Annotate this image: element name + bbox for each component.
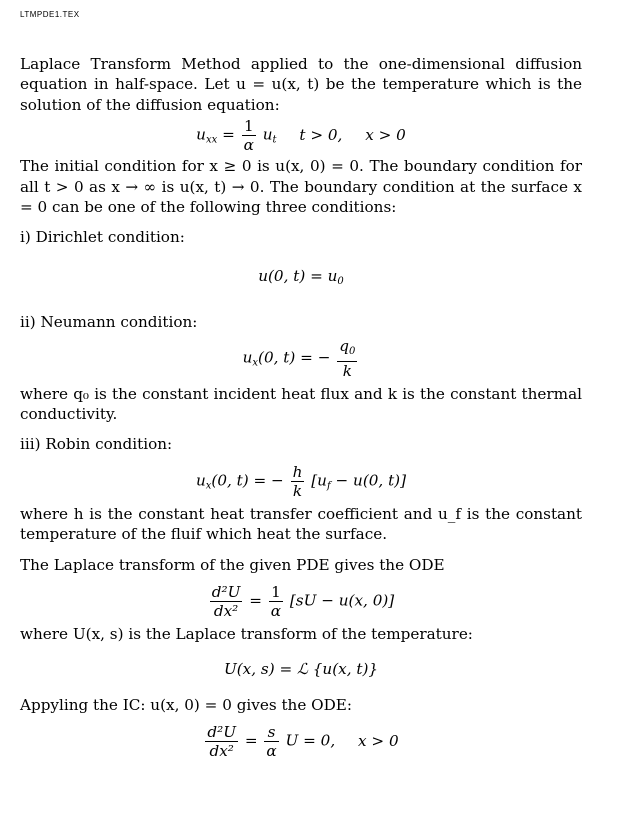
ode2-derivative: $\frac{\text{d²U}}{\text{dx²}}$ (207, 723, 237, 761)
neumann-where: where q₀ is the constant incident heat flux and k is the constant thermal conductivity. (20, 384, 582, 424)
document-body (20, 54, 582, 760)
intro-paragraph: Laplace Transform Method applied to the one-dimensional diffusion equation in half-space. Let u = u(x, t) be the temperature which is the solution of the diffusion equation: (20, 55, 582, 114)
dirichlet-heading: i) Dirichlet condition: (20, 228, 185, 247)
robin-where: where h is the constant heat transfer coefficient and u_f is the constant temperature of the fluif which heat the surface. (20, 504, 582, 544)
where-U-paragraph: where U(x, s) is the Laplace transform of the temperature: (20, 625, 473, 644)
diffusion-fraction: $\frac{1}{\alpha}$ (243, 117, 254, 155)
ode1-derivative: $\frac{\text{d²U}}{\text{dx²}}$ (211, 583, 241, 621)
robin-equation: $u_x(0$, t) = − $\frac{h}{k}$ [$u_f - u(0$, t)] (195, 462, 407, 500)
conditions-paragraph: The initial condition for x ≥ 0 is u(x, 0) = 0. The boundary condition for all t > 0 as x → ∞ is u(x, t) → 0. The boundary condition at the surface x = 0 can be one of the following three conditions: (20, 157, 582, 217)
ode1-fraction: $\frac{1}{\alpha}$ (270, 583, 282, 621)
ode2-fraction: $\frac{s}{\alpha}$ (266, 723, 277, 761)
robin-fraction: $\frac{h}{k}$ (292, 462, 303, 500)
file-header: LTMPDE1.TEX (20, 10, 80, 19)
neumann-fraction: $\frac{q_0}{k}$ (339, 336, 356, 380)
ode-equation-2: $\frac{\text{d²U}}{\text{dx²}}$ = $\frac{s}{\alpha}$ U = 0, x > 0 (207, 723, 399, 761)
laplace-definition: U(x, s) = ℒ {u(x, t)} (223, 659, 379, 678)
ode-equation-1: $\frac{\text{d²U}}{\text{dx²}}$ = $\frac{1}{\alpha}$ [sU − u(x, 0)] (211, 583, 395, 621)
diffusion-equation: $u_{xx}$ = $\frac{1}{\alpha}$ $u_t$ t > 0, x > 0 (196, 117, 406, 155)
robin-heading: iii) Robin condition: (20, 435, 173, 454)
applying-paragraph: Appyling the IC: u(x, 0) = 0 gives the ODE: (20, 695, 352, 714)
neumann-equation: $u_x(0$, t) = − $\frac{q_0}{k}$ (242, 336, 356, 380)
laplace-paragraph: The Laplace transform of the given PDE gives the ODE (20, 555, 445, 574)
dirichlet-equation: u(0, $t) = u_0$ (258, 266, 344, 287)
neumann-heading: ii) Neumann condition: (20, 313, 198, 332)
